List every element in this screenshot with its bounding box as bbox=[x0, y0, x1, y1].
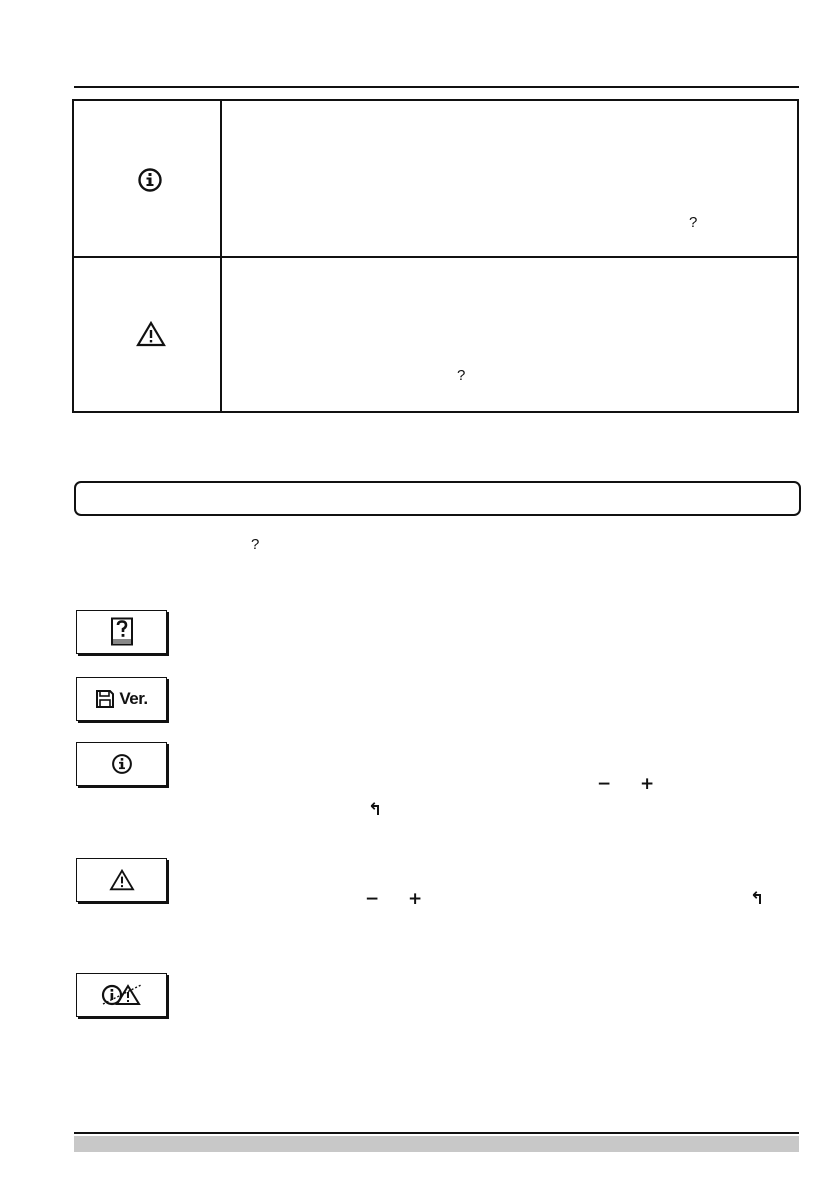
warning-triangle-icon bbox=[136, 321, 166, 347]
plus-key-icon: + bbox=[640, 774, 655, 794]
minus-key-icon: − bbox=[597, 774, 612, 794]
section-intro-text: ? bbox=[251, 536, 260, 553]
warning-button[interactable] bbox=[76, 858, 167, 902]
minus-key-icon: − bbox=[365, 889, 380, 909]
enter-key-icon: ↰ bbox=[368, 800, 383, 820]
table-row-divider bbox=[74, 256, 797, 258]
section-heading-bar bbox=[74, 481, 801, 516]
warning-row-text: ? bbox=[457, 367, 466, 384]
info-row-text: ? bbox=[689, 214, 698, 231]
info-circle-icon bbox=[111, 753, 133, 775]
warning-triangle-icon bbox=[109, 869, 135, 891]
icon-table bbox=[72, 99, 799, 413]
version-button-label: Ver. bbox=[119, 689, 148, 708]
info-circle-icon bbox=[137, 167, 163, 193]
suppress-messages-icon bbox=[99, 983, 145, 1007]
help-button[interactable] bbox=[76, 610, 167, 654]
plus-key-icon: + bbox=[408, 889, 423, 909]
help-book-icon bbox=[110, 617, 134, 647]
footer-band bbox=[74, 1136, 799, 1152]
version-button[interactable] bbox=[76, 677, 167, 721]
footer-rule bbox=[74, 1132, 799, 1134]
header-rule bbox=[74, 86, 799, 88]
save-disk-icon bbox=[95, 689, 115, 709]
enter-key-icon: ↰ bbox=[750, 889, 765, 909]
info-button[interactable] bbox=[76, 742, 167, 786]
suppress-messages-button[interactable] bbox=[76, 973, 167, 1017]
